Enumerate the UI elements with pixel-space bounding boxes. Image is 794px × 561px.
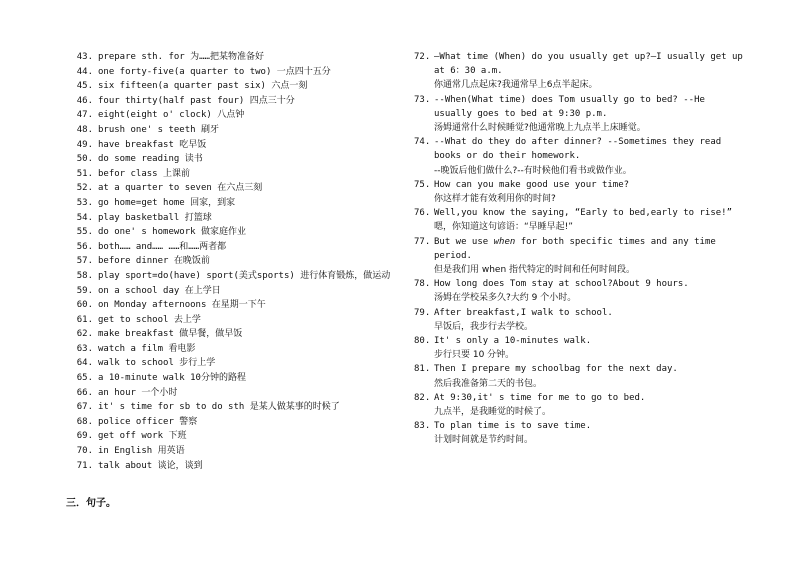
item-number: 47. xyxy=(76,110,93,121)
item-number: 72. xyxy=(414,52,431,62)
list-item xyxy=(76,123,398,138)
item-number: 76. xyxy=(414,208,431,219)
italic-word: when xyxy=(493,236,516,247)
sentence-item xyxy=(414,306,746,334)
item-number: 81. xyxy=(414,364,431,375)
item-text: it' s time for sb to do sth 是某人做某事的时候了 xyxy=(98,402,340,413)
sentence-item xyxy=(414,93,746,136)
list-item xyxy=(76,400,398,415)
item-text: watch a film 看电影 xyxy=(98,343,196,354)
list-item xyxy=(76,79,398,94)
chinese-translation: 你通常几点起床?我通常早上6点半起床。 xyxy=(434,80,598,91)
item-number: 57. xyxy=(76,256,93,267)
item-text: do some reading 读书 xyxy=(98,154,203,165)
item-text: befor class 上课前 xyxy=(98,168,191,179)
chinese-translation: 早饭后，我步行去学校。 xyxy=(434,321,534,332)
item-text: walk to school 步行上学 xyxy=(98,358,216,369)
left-column xyxy=(76,50,398,473)
chinese-translation: 你这样才能有效利用你的时间? xyxy=(434,194,556,205)
chinese-translation: --晚饭后他们做什么?--有时候他们看书或做作业。 xyxy=(434,165,632,176)
sentence-item xyxy=(414,277,746,305)
item-text: prepare sth. for 为……把某物准备好 xyxy=(98,52,264,62)
english-sentence: After breakfast,I walk to school. xyxy=(434,307,613,318)
english-sentence: --What do they do after dinner? --Sometimes they read books or do their homework. xyxy=(434,137,722,162)
english-sentence: How long does Tom stay at school?About 9 hours. xyxy=(434,279,689,290)
item-number: 77. xyxy=(414,236,431,247)
item-text: get off work 下班 xyxy=(98,431,187,442)
chinese-translation: 但是我们用 when 指代特定的时间和任何时间段。 xyxy=(434,265,636,276)
sentence-item xyxy=(414,206,746,234)
list-item xyxy=(76,386,398,401)
sentence-item xyxy=(414,419,746,447)
list-item xyxy=(76,138,398,153)
item-number: 58. xyxy=(76,270,93,281)
list-item xyxy=(76,94,398,109)
item-text: play basketball 打篮球 xyxy=(98,212,212,223)
chinese-translation: 计划时间就是节约时间。 xyxy=(434,435,534,446)
list-item xyxy=(76,181,398,196)
item-text: four thirty(half past four) 四点三十分 xyxy=(98,95,295,106)
item-number: 65. xyxy=(76,373,93,384)
item-number: 50. xyxy=(76,154,93,165)
chinese-translation: 嗯，你知道这句谚语：“早睡早起!” xyxy=(434,222,573,233)
item-number: 69. xyxy=(76,431,93,442)
english-sentence: Well,you know the saying, “Early to bed,early to rise!” xyxy=(434,208,733,219)
item-text: a 10-minute walk 10分钟的路程 xyxy=(98,373,246,384)
list-item xyxy=(76,196,398,211)
list-item xyxy=(76,254,398,269)
item-text: police officer 警察 xyxy=(98,416,198,427)
list-item xyxy=(76,269,398,284)
item-number: 80. xyxy=(414,336,431,347)
item-text: on a school day 在上学日 xyxy=(98,285,221,296)
item-number: 79. xyxy=(414,307,431,318)
list-item xyxy=(76,429,398,444)
english-sentence: Then I prepare my schoolbag for the next day. xyxy=(434,364,678,375)
list-item xyxy=(76,240,398,255)
english-sentence: —What time (When) do you usually get up?—I usually get up at 6：30 a.m. xyxy=(434,52,743,77)
list-item xyxy=(76,415,398,430)
english-sentence: --When(What time) does Tom usually go to bed? --He usually goes to bed at 9:30 p.m. xyxy=(434,94,705,119)
item-number: 51. xyxy=(76,168,93,179)
item-number: 60. xyxy=(76,300,93,311)
item-number: 56. xyxy=(76,241,93,252)
item-number: 54. xyxy=(76,212,93,223)
item-number: 71. xyxy=(76,460,93,471)
english-sentence: To plan time is to save time. xyxy=(434,421,592,432)
item-text: before dinner 在晚饭前 xyxy=(98,256,210,267)
chinese-translation: 汤姆在学校呆多久?大约 9 个小时。 xyxy=(434,293,577,304)
item-number: 53. xyxy=(76,197,93,208)
chinese-translation: 九点半，是我睡觉的时候了。 xyxy=(434,407,552,418)
right-column xyxy=(414,50,746,448)
list-item xyxy=(76,211,398,226)
item-text: at a quarter to seven 在六点三刻 xyxy=(98,183,263,194)
list-item xyxy=(76,444,398,459)
item-number: 67. xyxy=(76,402,93,413)
item-number: 75. xyxy=(414,179,431,190)
chinese-translation: 步行只要 10 分钟。 xyxy=(434,350,515,361)
item-number: 44. xyxy=(76,66,93,77)
list-item xyxy=(76,284,398,299)
item-number: 55. xyxy=(76,227,93,238)
item-text: have breakfast 吃早饭 xyxy=(98,139,207,150)
list-item xyxy=(76,327,398,342)
item-number: 64. xyxy=(76,358,93,369)
item-text: brush one' s teeth 刷牙 xyxy=(98,124,219,135)
list-item xyxy=(76,356,398,371)
item-text: do one' s homework 做家庭作业 xyxy=(98,227,246,238)
section-heading: 三．句子。 xyxy=(66,498,116,509)
list-item xyxy=(76,50,398,65)
list-item xyxy=(76,298,398,313)
item-text: both…… and…… ……和……两者都 xyxy=(98,241,227,252)
sentence-item xyxy=(414,235,746,278)
list-item xyxy=(76,65,398,80)
item-text: six fifteen(a quarter past six) 六点一刻 xyxy=(98,81,308,92)
item-text: in English 用英语 xyxy=(98,446,185,457)
sentence-item xyxy=(414,135,746,178)
item-number: 49. xyxy=(76,139,93,150)
english-sentence xyxy=(434,235,746,263)
list-item xyxy=(76,459,398,474)
item-number: 83. xyxy=(414,421,431,432)
item-number: 66. xyxy=(76,387,93,398)
sentence-part: But we use xyxy=(434,236,494,247)
item-number: 52. xyxy=(76,183,93,194)
english-sentence: It' s only a 10-minutes walk. xyxy=(434,336,592,347)
english-sentence: At 9:30,it' s time for me to go to bed. xyxy=(434,392,646,403)
list-item xyxy=(76,342,398,357)
item-text: go home=get home 回家，到家 xyxy=(98,197,236,208)
item-number: 61. xyxy=(76,314,93,325)
item-text: get to school 去上学 xyxy=(98,314,201,325)
item-text: eight(eight o' clock) 八点钟 xyxy=(98,110,245,121)
item-number: 62. xyxy=(76,329,93,340)
item-text: make breakfast 做早餐，做早饭 xyxy=(98,329,243,340)
list-item xyxy=(76,313,398,328)
item-number: 70. xyxy=(76,446,93,457)
item-number: 45. xyxy=(76,81,93,92)
item-number: 73. xyxy=(414,94,431,105)
chinese-translation: 汤姆通常什么时候睡觉?他通常晚上九点半上床睡觉。 xyxy=(434,123,646,134)
item-number: 59. xyxy=(76,285,93,296)
list-item xyxy=(76,108,398,123)
item-text: talk about 谈论，谈到 xyxy=(98,460,203,471)
item-number: 78. xyxy=(414,279,431,290)
list-item xyxy=(76,225,398,240)
list-item xyxy=(76,371,398,386)
sentence-item xyxy=(414,391,746,419)
item-number: 68. xyxy=(76,416,93,427)
sentence-part: for both specific times and any time period. xyxy=(434,236,716,261)
chinese-translation: 然后我准备第二天的书包。 xyxy=(434,378,543,389)
item-number: 74. xyxy=(414,137,431,148)
item-number: 46. xyxy=(76,95,93,106)
item-number: 48. xyxy=(76,124,93,135)
list-item xyxy=(76,167,398,182)
sentence-item xyxy=(414,334,746,362)
item-text: on Monday afternoons 在星期一下午 xyxy=(98,300,266,311)
item-text: one forty-five(a quarter to two) 一点四十五分 xyxy=(98,66,331,77)
item-number: 43. xyxy=(76,52,93,62)
item-text: an hour 一个小时 xyxy=(98,387,178,398)
english-sentence: How can you make good use your time? xyxy=(434,179,630,190)
sentence-item xyxy=(414,50,746,93)
item-number: 63. xyxy=(76,343,93,354)
sentence-item xyxy=(414,178,746,206)
list-item xyxy=(76,152,398,167)
item-text: play sport=do(have) sport(美式sports) 进行体育锻炼，做运动 xyxy=(98,270,391,281)
sentence-item xyxy=(414,362,746,390)
item-number: 82. xyxy=(414,392,431,403)
